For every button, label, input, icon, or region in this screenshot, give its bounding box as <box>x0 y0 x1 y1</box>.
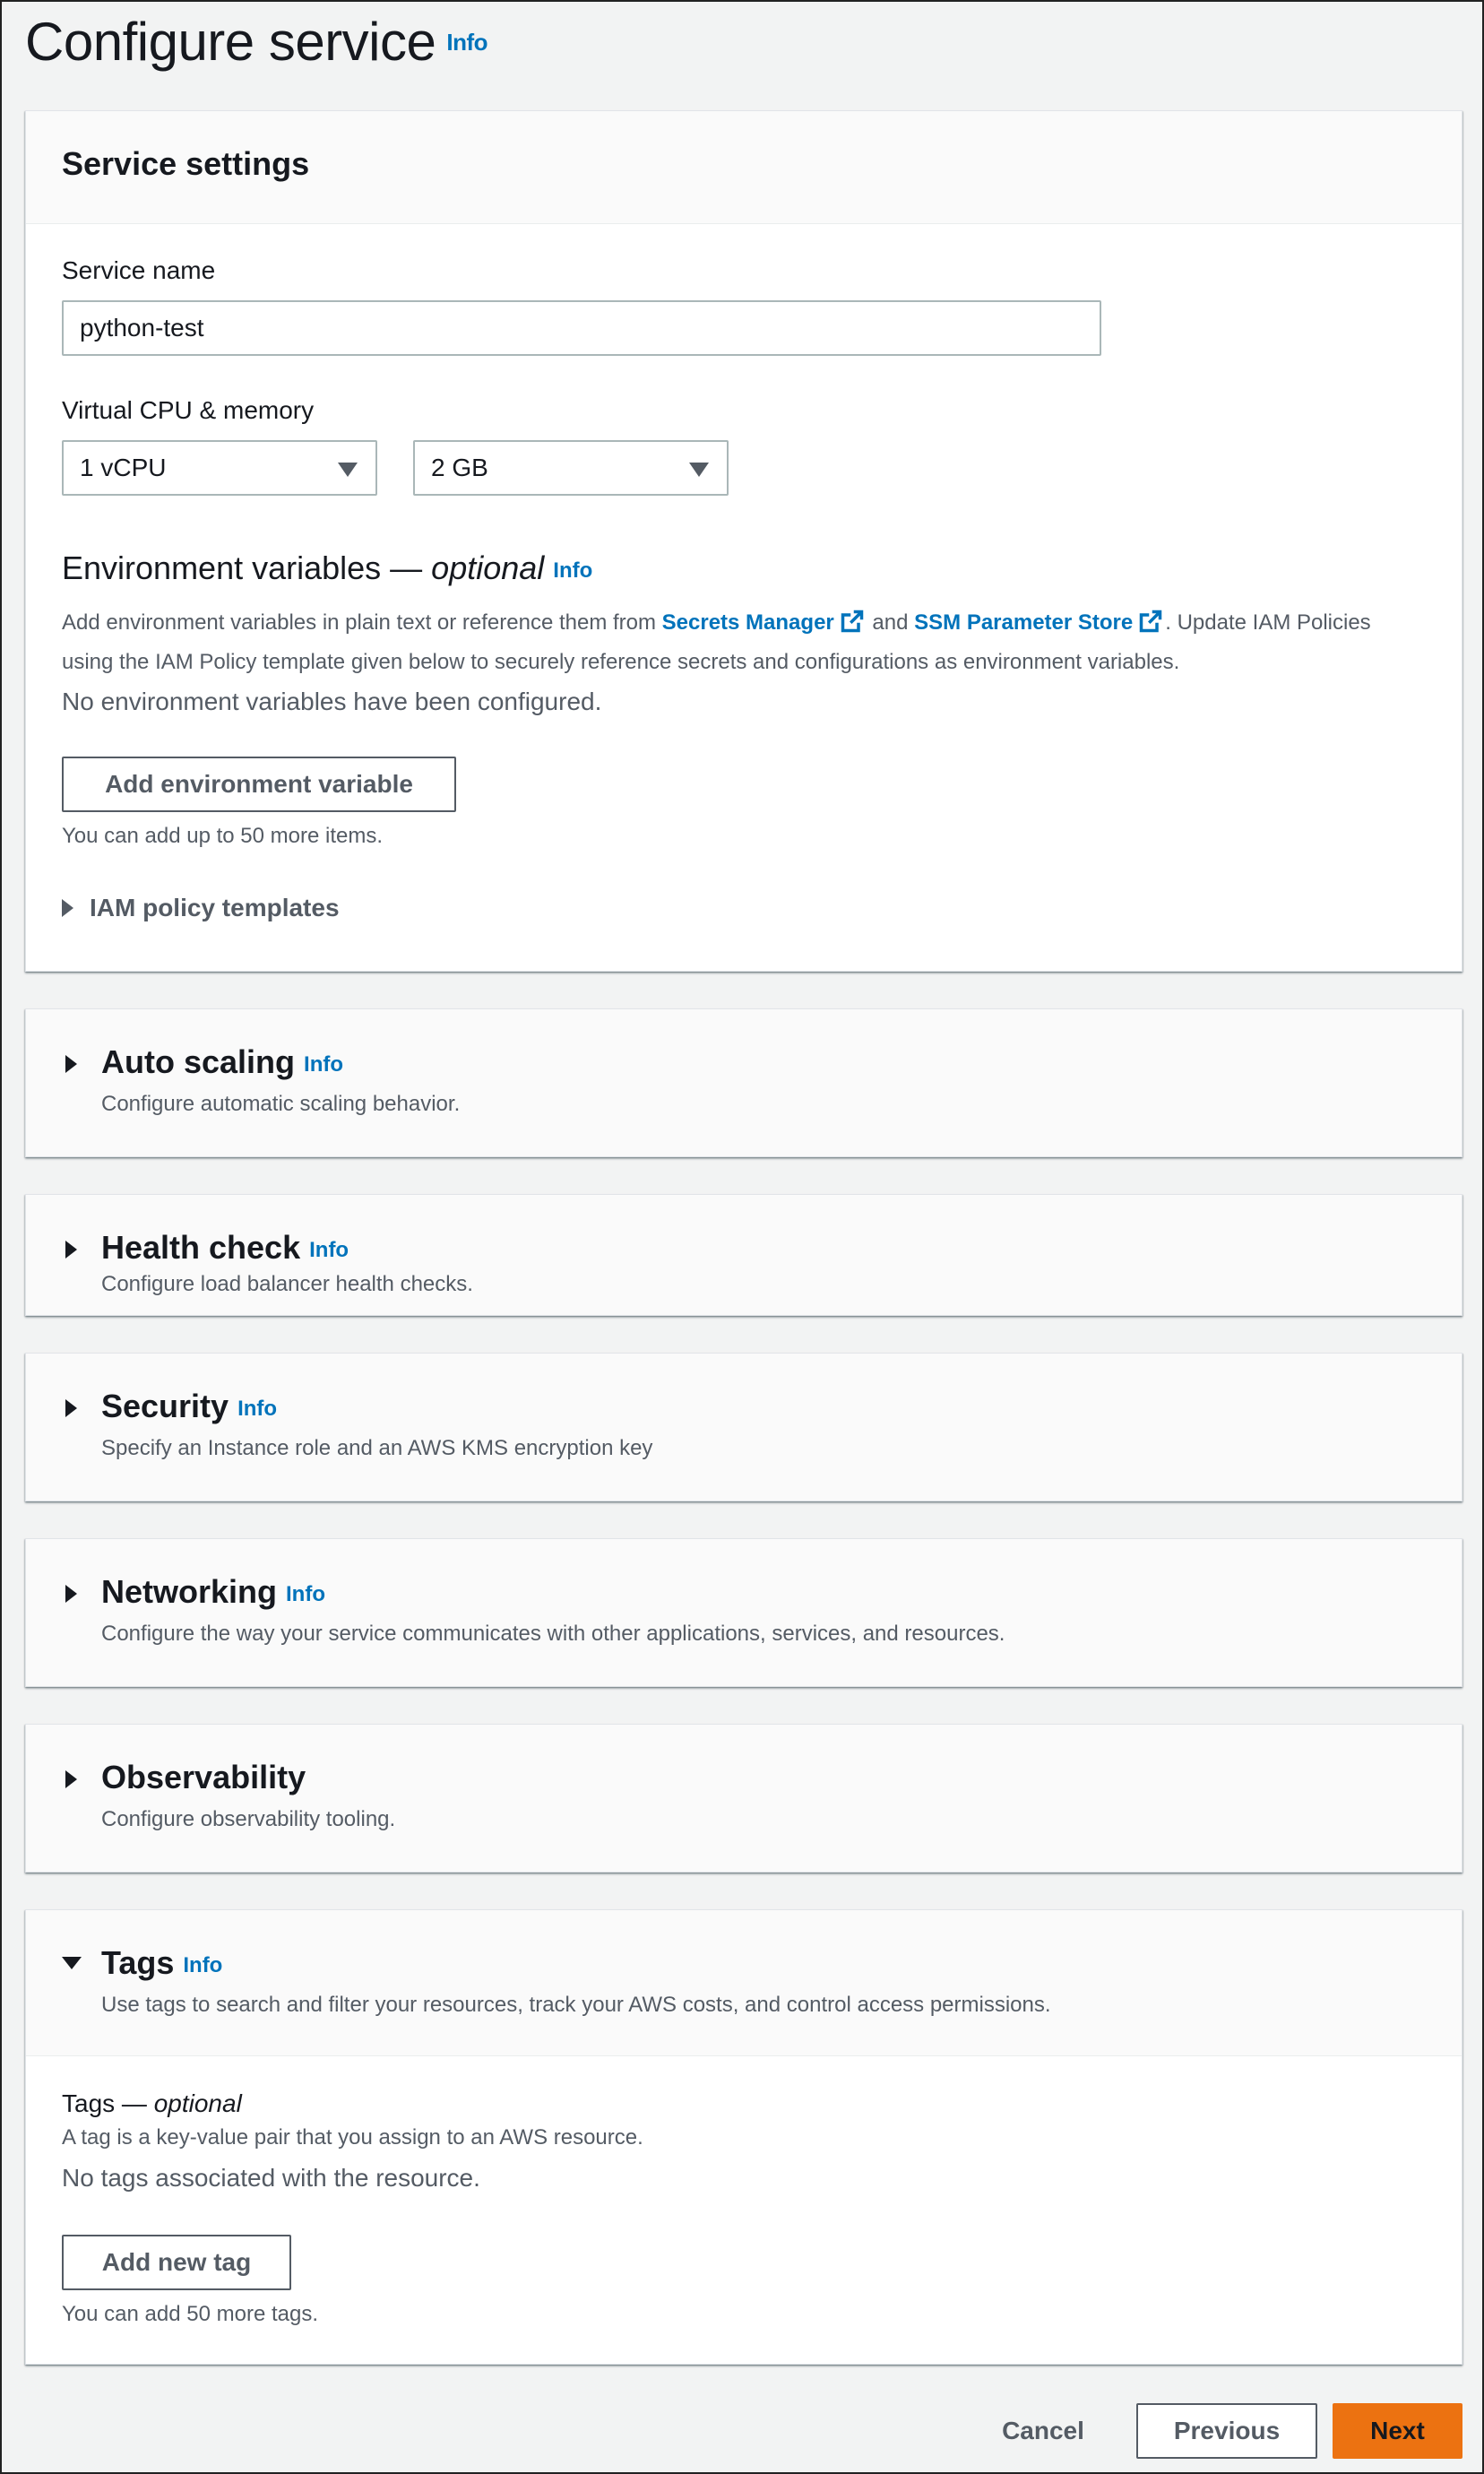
external-link-icon <box>840 609 865 634</box>
next-button[interactable]: Next <box>1333 2403 1462 2459</box>
env-vars-info-link[interactable]: Info <box>553 558 593 583</box>
tags-label <box>62 2089 242 2118</box>
tags-panel <box>25 1909 1462 2365</box>
security-panel <box>25 1353 1462 1501</box>
networking-title: Networking <box>101 1573 278 1610</box>
security-toggle[interactable] <box>101 1388 277 1425</box>
env-vars-optional: optional <box>431 549 545 586</box>
env-vars-heading <box>62 549 592 587</box>
tags-optional: optional <box>153 2089 242 2117</box>
caret-down-icon <box>689 463 709 477</box>
auto-scaling-panel <box>25 1008 1462 1157</box>
caret-right-icon[interactable] <box>65 1241 77 1259</box>
security-description: Specify an Instance role and an AWS KMS encryption key <box>101 1436 653 1460</box>
health-check-panel <box>25 1194 1462 1316</box>
iam-policy-templates-expander[interactable] <box>62 894 340 922</box>
observability-panel <box>25 1724 1462 1873</box>
tags-title: Tags <box>101 1944 175 1981</box>
ssm-parameter-store-link[interactable]: SSM Parameter Store <box>914 610 1134 635</box>
observability-description: Configure observability tooling. <box>101 1807 396 1831</box>
tags-definition: A tag is a key-value pair that you assign to an AWS resource. <box>62 2125 643 2150</box>
health-check-info-link[interactable]: Info <box>309 1238 349 1262</box>
page-info-link[interactable]: Info <box>446 28 488 56</box>
caret-right-icon[interactable] <box>65 1770 77 1788</box>
caret-down-icon[interactable] <box>62 1957 82 1969</box>
auto-scaling-info-link[interactable]: Info <box>304 1052 344 1077</box>
service-settings-title: Service settings <box>62 145 310 182</box>
memory-select[interactable] <box>413 440 729 496</box>
env-desc-and: and <box>866 610 915 635</box>
caret-right-icon[interactable] <box>65 1399 77 1417</box>
caret-right-icon <box>62 899 73 917</box>
service-name-input[interactable] <box>62 300 1101 356</box>
auto-scaling-title: Auto scaling <box>101 1043 296 1080</box>
caret-down-icon <box>338 463 358 477</box>
service-name-label: Service name <box>62 256 216 284</box>
secrets-manager-link[interactable]: Secrets Manager <box>661 610 834 635</box>
external-link-icon <box>1138 609 1163 634</box>
cpu-select-value: 1 vCPU <box>80 454 167 481</box>
caret-right-icon[interactable] <box>65 1585 77 1603</box>
networking-description: Configure the way your service communicates with other applications, services, and resources. <box>101 1622 1005 1646</box>
networking-toggle[interactable] <box>101 1573 325 1611</box>
caret-right-icon[interactable] <box>65 1055 77 1073</box>
add-environment-variable-button[interactable]: Add environment variable <box>62 757 456 812</box>
add-new-tag-button[interactable]: Add new tag <box>62 2235 291 2290</box>
tags-info-link[interactable]: Info <box>183 1953 223 1977</box>
tags-header <box>26 1910 1462 2056</box>
service-settings-panel <box>25 110 1462 972</box>
security-title: Security <box>101 1388 229 1424</box>
tags-label-text: Tags — <box>62 2089 154 2117</box>
env-vars-description <box>62 603 1442 682</box>
tags-description: Use tags to search and filter your resources, track your AWS costs, and control access permissions. <box>101 1993 1051 2017</box>
observability-toggle[interactable] <box>101 1759 306 1796</box>
env-desc-part1: Add environment variables in plain text or reference them from <box>62 610 662 635</box>
memory-select-value: 2 GB <box>431 454 488 481</box>
service-settings-header <box>26 111 1462 224</box>
tags-toggle[interactable] <box>101 1944 222 1982</box>
networking-info-link[interactable]: Info <box>286 1582 325 1606</box>
iam-policy-templates-label: IAM policy templates <box>90 894 340 921</box>
page-title <box>25 11 487 73</box>
env-vars-empty-message: No environment variables have been configured. <box>62 688 602 715</box>
page-title-text: Configure service <box>25 12 436 72</box>
networking-panel <box>25 1538 1462 1687</box>
cancel-button[interactable]: Cancel <box>1002 2417 1084 2444</box>
cpu-select[interactable] <box>62 440 377 496</box>
health-check-description: Configure load balancer health checks. <box>101 1272 473 1296</box>
tags-empty-message: No tags associated with the resource. <box>62 2164 480 2192</box>
previous-button[interactable]: Previous <box>1136 2403 1317 2459</box>
health-check-title: Health check <box>101 1229 301 1266</box>
auto-scaling-description: Configure automatic scaling behavior. <box>101 1092 461 1116</box>
env-vars-limit-hint: You can add up to 50 more items. <box>62 824 384 848</box>
observability-title: Observability <box>101 1759 306 1795</box>
env-desc-line2: using the IAM Policy template given below to securely reference secrets and configurations as environment variables. <box>62 650 1180 674</box>
tags-limit-hint: You can add 50 more tags. <box>62 2302 318 2326</box>
cpu-memory-label: Virtual CPU & memory <box>62 396 315 424</box>
env-vars-heading-text: Environment variables — <box>62 549 432 586</box>
env-desc-part2: . Update IAM Policies <box>1165 610 1371 635</box>
auto-scaling-toggle[interactable] <box>101 1043 343 1081</box>
health-check-toggle[interactable] <box>101 1229 349 1267</box>
security-info-link[interactable]: Info <box>237 1397 278 1421</box>
